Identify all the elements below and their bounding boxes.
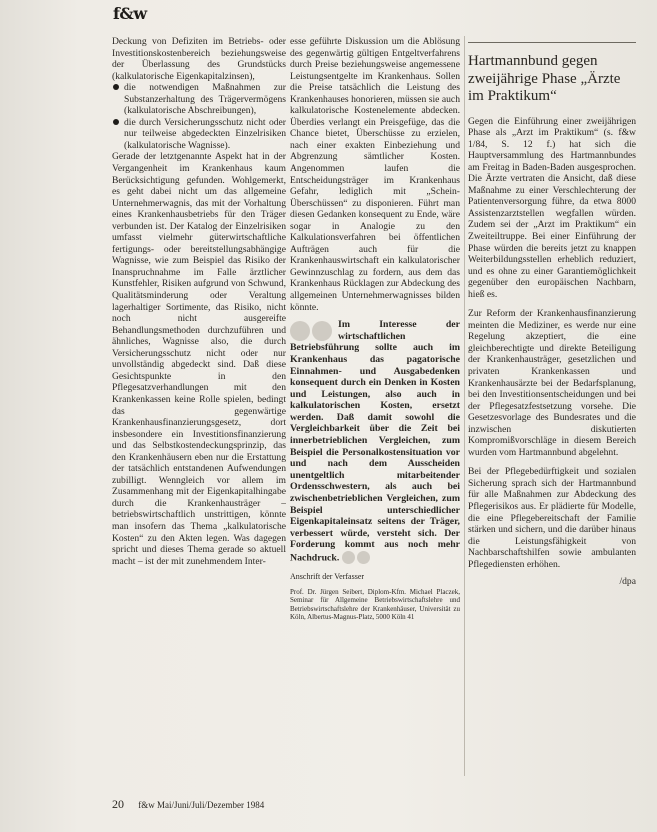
pull-quote-text: Im Interesse der wirtschaftlichen Betriebsführung sollte auch im Krankenhaus das pagatorische Einnahmen- und Ausgabedenken konsequent durch ein Denken in Kosten und Leistungen, also auch in kalkulatorischen Kosten, ersetzt werden. Daß damit sowohl die Vergleichbarkeit über die Zeit bei innerbetrieblichen Vergleichen, zum Beispiel die Personalkostensituation vor und nach dem Ausscheiden unentgeltlich mitarbeitender Ordensschwestern, als auch bei zwischenbetrieblichen Vergleichen, zum Beispiel unterschiedlicher Eigenkapitaleinsatz seitens der Träger, verbessert würde, versteht sich. Der Forderung kommt aus noch mehr Nachdruck. [290,319,460,564]
paragraph: Gegen die Einführung einer zweijährigen Phase als „Arzt im Praktikum“ (s. f&w 1/84, S. 12 f.) hat sich die Hauptversammlung des Hartmannbundes am Freitag in Baden-Baden ausgesprochen. Die Ärzte vertraten die Ansicht, daß diese Maßnahme zu einer Verschlechterung der Patientenversorgung führe, da etwa 8000 Assistenzarztstellen wegfallen würden. Zudem sei der „Arzt im Praktikum“ ein Zweiteiltruppe. Bei einer Einführung der Phase würden die bereits jetzt zu knappen Weiterbildungsstellen erheblich reduziert, und es ohne zu einer Garantiemöglichkeit gegenüber den europäischen Nachbarn, hieß es. [468,115,636,300]
footer-text: f&w Mai/Juni/Juli/Dezember 1984 [138,800,265,810]
bullet-item [112,82,286,117]
page-number: 20 [112,797,124,811]
text-column-1 [112,36,286,786]
source-signature: /dpa [619,576,636,588]
pull-quote [290,319,460,565]
paragraph: Bei der Pflegebedürftigkeit und sozialen Sicherung sprach sich der Hartmannbund für alle Maßnahmen zur Abdeckung des Pflegerisikos aus. Er plädierte für Modelle, die eine Pflegebereitschaft der Familie stärken und sichern, und die darüber hinaus die Leistungsfähigkeit von Nachbarschaftshilfen sowie ambulanten Pflegediensten erhöhen. [468,466,636,570]
headline-rule [468,42,636,43]
text-column-2 [290,36,460,786]
bullet-icon [113,84,119,90]
paragraph: Gerade der letztgenannte Aspekt hat in der Vergangenheit im Krankenhaus kaum Berücksichtigung gefunden. Wohlgemerkt, es geht dabei nicht um das allgemeine Unternehmerwagnis, das mit der Vorhaltung eines Krankenhausbetriebs für den Träger verbunden ist. Der Katalog der Einzelrisiken umfasst vielmehr güterwirtschaftliche fertigungs- oder bereitstellungsabhängige Wagnisse, wie zum Beispiel das Risiko der Inanspruchnahme im Falle ärztlicher Kunstfehler, Risiken aufgrund von Schwund, Qualitätsminderung oder Veraltung lagerhaltiger Sortimente, das Risiko, nicht noch nicht ausgereifte Behandlungsmethoden durchzuführen und ähnliches, Wagnisse also, die durch Versicherungsschutz nicht oder nur unvollständig abgedeckt sind. Daß diese Gesichtspunkte in den Pflegesatzverhandlungen mit den Krankenkassen keine Rolle spielen, bedingt das gegenwärtige Krankenhausfinanzierungsgesetz, dort insbesondere ein Investitionsfinanzierung und das Selbstkostendeckungsprinzip, das den Krankenhäusern eben nur die Erstattung der tatsächlich entstandenen Aufwendungen zubilligt. Wenngleich vor allem im Zusammenhang mit der Eigenkapitalhingabe durch die Krankenhausträger – betriebswirtschaftlich unstrittigen, könnte man insofern das Thema „kalkulatorische Kosten“ zu den Akten legen. Was dagegen spricht und dieses Thema gerade so aktuell macht – ist der mit zunehmendem Inter- [112,151,286,567]
bullet-text: die notwendigen Maßnahmen zur Substanzerhaltung des Trägervermögens (kalkulatorische Abschreibungen), [124,82,286,117]
journal-logo: f&w [113,4,147,23]
article-headline: Hartmannbund gegen zweijährige Phase „Ärzte im Praktikum“ [468,53,621,104]
bullet-item [112,117,286,152]
bullet-icon [113,119,119,125]
text-column-3 [468,36,636,786]
paragraph: esse geführte Diskussion um die Ablösung des gegenwärtig gültigen Entgeltverfahrens durch Preise beziehungsweise angemessene Leistungsentgelte im Krankenhaus. Sollen die Preise tatsächlich die Leistung des Krankenhauses honorieren, müssen sie auch kalkulatorische Kostenelemente abdecken. Überdies verlangt ein Preisgefüge, das die Chance bietet, Überschüsse zu erzielen, nach einer exakten Einbeziehung und Abgrenzung sämtlicher Kosten. Angenommen laufen die Entscheidungsträger im Krankenhaus Gefahr, lediglich mit „Schein-Überschüssen“ zu disponieren. Führt man diesen Gedanken konsequent zu Ende, wäre sogar in Analogie zu den Kalkulationsverfahren bei öffentlichen Aufträgen auch für die Krankenhauswirtschaft ein kalkulatorischer Gewinnzuschlag zu fordern, aus dem das Krankenhaus Rücklagen zur Abdeckung des allgemeinen Unternehmerwagnisses bilden könnte. [290,36,460,313]
address-heading: Anschrift der Verfasser [290,572,365,581]
paragraph: Zur Reform der Krankenhausfinanzierung meinten die Mediziner, es werde nur eine Regelung akzeptiert, die eine gleichberechtigte und direkte Beteiligung der Krankenhausträger, gesetzlichen und privaten Krankenkassen und Krankenhausärzte bei der Bedarfsplanung, bei den Investitionsentscheidungen und bei der Pflegesatzfestsetzung vorsehe. Die Gesetzesvorlage des Bundesrates und die inzwischen diskutierten Kompromißvorschläge in diesem Bereich wurden vom Hartmannbund abgelehnt. [468,308,636,458]
quote-close-icon [342,551,370,565]
address-text: Prof. Dr. Jürgen Seibert, Diplom-Kfm. Michael Placzek, Seminar für Allgemeine Betriebswirtschaftslehre und Betriebswirtschaftslehre der Krankenhäuser, Universität zu Köln, Albertus-Magnus-Platz, 5000 Köln 41 [290,587,460,622]
quote-open-icon [290,321,334,341]
bullet-text: die durch Versicherungsschutz nicht oder nur teilweise abgedeckten Einzelrisiken (kalkulatorische Wagnisse). [124,116,286,151]
author-address [290,573,460,622]
page-footer [112,797,264,812]
paragraph: Deckung von Defiziten im Betriebs- oder Investitionskostenbereich beziehungsweise der Überlassung des Grundstücks (kalkulatorische Eigenkapitalzinsen), [112,36,286,82]
column-divider [464,36,465,776]
